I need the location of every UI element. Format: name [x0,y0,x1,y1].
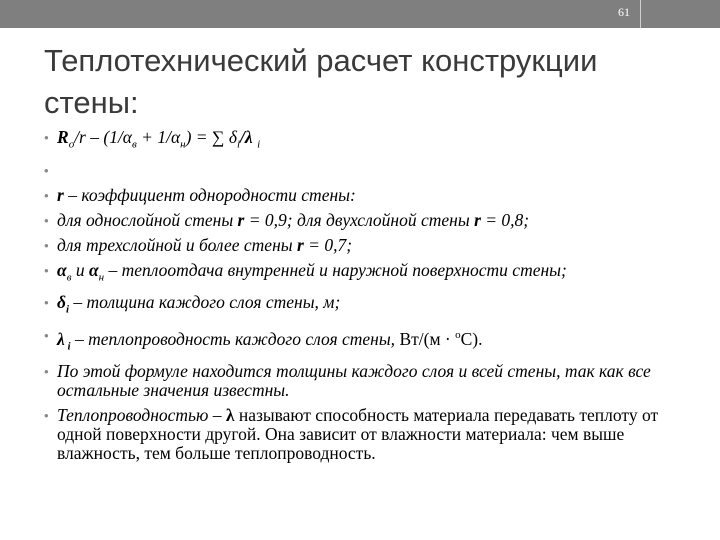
formula-lambda: /λ [240,127,258,147]
formula-sub-n: н [180,138,186,151]
formula-r: R [57,127,69,147]
bullet-text: = 0,9; для двухслойной стены [244,209,475,230]
sub-n: н [98,271,105,283]
bullet-formula-note [44,362,689,400]
symbol-r: r [296,234,304,255]
bullet-formula [44,128,689,155]
bullet-empty [44,161,689,180]
sub-i: i [64,339,71,352]
bullet-r-values-1 [44,211,689,230]
unit-text: Вт/(м · [399,328,456,349]
bullet-alpha [44,261,689,288]
symbol-r: r [57,184,64,205]
bullet-r-definition [44,186,689,205]
bullet-text: для трехслойной и более стены [57,234,297,255]
formula-sub-o: o [68,138,75,151]
slide-header-bar [0,0,720,28]
slide-title: Теплотехнический расчет конструкции стены: [44,43,598,120]
symbol-r: r [237,209,245,230]
bullet-text: для однослойной стены [57,209,238,230]
symbol-alpha: α [57,259,67,280]
formula-sub-i: i [257,138,261,151]
bullet-delta [44,293,689,320]
bullet-text: и [71,259,89,280]
degree-mark: o [455,328,461,341]
formula-part: ) = ∑ δ [185,127,237,147]
bullet-text: = 0,8; [480,209,530,230]
bullet-text: – теплоотдача внутренней и наружной поверхности стены; [104,259,567,280]
bullet-text: – коэффициент однородности стены: [63,184,356,205]
slide-number: 61 [618,5,630,19]
bullet-text: называют способность материала передавать теплоту от одной поверхности другой. Она зависит от влажности материала: чем выше влажность, тем больше теплопроводность. [57,404,659,463]
bullet-text: = 0,7; [303,234,353,255]
unit-text: С). [460,328,483,349]
symbol-r: r [474,209,481,230]
symbol-lambda: λ [225,404,235,425]
formula-sub-v: в [132,138,137,151]
symbol-lambda: λ [57,328,65,349]
formula-part: /r – (1/α [74,127,132,147]
bullet-conductivity-definition [44,406,689,463]
formula-sub-i: i [236,138,241,151]
sub-v: в [66,271,72,283]
bullet-text: Теплопроводностью – [57,404,226,425]
bullet-text: По этой формуле находится толщины каждого слоя и всей стены, так как все остальные значения известны. [57,360,651,400]
bullet-text: – теплопроводность каждого слоя стены, [70,328,400,349]
bullet-lambda [44,326,689,356]
sub-i: i [65,303,70,316]
bullet-r-values-2 [44,236,689,255]
bullet-text: – толщина каждого слоя стены, м; [69,292,341,312]
formula-part: + 1/α [136,127,181,147]
bullet-list [44,128,689,469]
symbol-delta: δ [57,292,66,312]
header-divider [640,0,641,28]
symbol-alpha: α [88,259,99,280]
